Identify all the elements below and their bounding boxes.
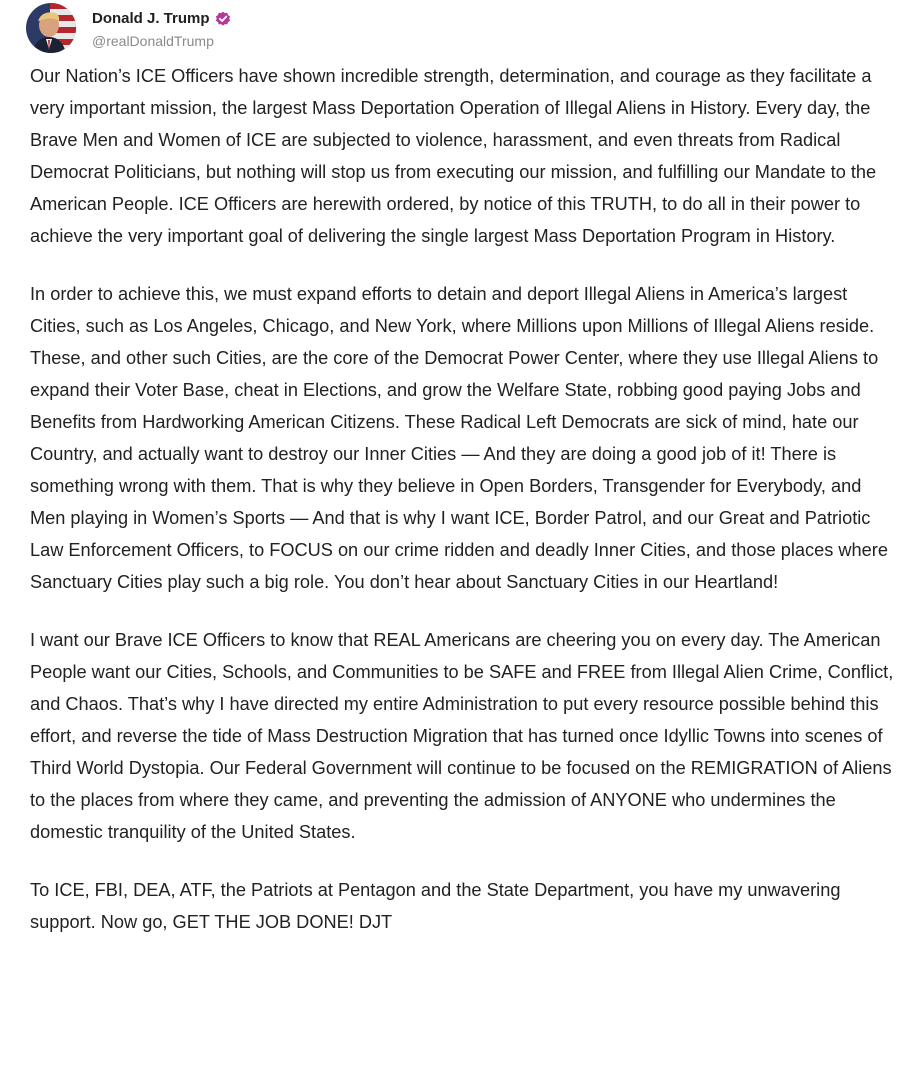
verified-badge-icon xyxy=(215,11,231,27)
author-display-name[interactable]: Donald J. Trump xyxy=(92,10,210,27)
name-row xyxy=(92,8,231,30)
post-paragraph: To ICE, FBI, DEA, ATF, the Patriots at Pentagon and the State Department, you have my unwavering support. Now go, GET THE JOB DONE! DJT xyxy=(30,880,841,932)
post-header xyxy=(26,2,231,54)
author-handle[interactable]: @realDonaldTrump xyxy=(92,32,214,49)
post-paragraph: In order to achieve this, we must expand efforts to detain and deport Illegal Aliens in America’s largest Cities, such as Los Angeles, Chicago, and New York, where Millions upon Millions of Illegal Aliens reside. These, and other such Cities, are the core of the Democrat Power Center, where they use Illegal Aliens to expand their Voter Base, cheat in Elections, and grow the Welfare State, robbing good paying Jobs and Benefits from Hardworking American Citizens. These Radical Left Democrats are sick of mind, hate our Country, and actually want to destroy our Inner Cities — And they are doing a good job of it! There is something wrong with them. That is why they believe in Open Borders, Transgender for Everybody, and Men playing in Women’s Sports — And that is why I want ICE, Border Patrol, and our Great and Patriotic Law Enforcement Officers, to FOCUS on our crime ridden and deadly Inner Cities, and those places where Sanctuary Cities play such a big role. You don’t hear about Sanctuary Cities in our Heartland! xyxy=(30,284,888,592)
author-identity xyxy=(92,8,231,49)
avatar[interactable] xyxy=(26,3,76,53)
post-paragraph: I want our Brave ICE Officers to know that REAL Americans are cheering you on every day. The American People want our Cities, Schools, and Communities to be SAFE and FREE from Illegal Alien Crime, Conflict, and Chaos. That’s why I have directed my entire Administration to put every resource possible behind this effort, and reverse the tide of Mass Destruction Migration that has turned once Idyllic Towns into scenes of Third World Dystopia. Our Federal Government will continue to be focused on the REMIGRATION of Aliens to the places from where they came, and preventing the admission of ANYONE who undermines the domestic tranquility of the United States. xyxy=(30,630,894,842)
post-paragraph: Our Nation’s ICE Officers have shown incredible strength, determination, and courage as they facilitate a very important mission, the largest Mass Deportation Operation of Illegal Aliens in History. Every day, the Brave Men and Women of ICE are subjected to violence, harassment, and even threats from Radical Democrat Politicians, but nothing will stop us from executing our mission, and fulfilling our Mandate to the American People. ICE Officers are herewith ordered, by notice of this TRUTH, to do all in their power to achieve the very important goal of delivering the single largest Mass Deportation Program in History. xyxy=(30,66,877,246)
avatar-image xyxy=(26,3,76,53)
post-body xyxy=(30,60,896,964)
